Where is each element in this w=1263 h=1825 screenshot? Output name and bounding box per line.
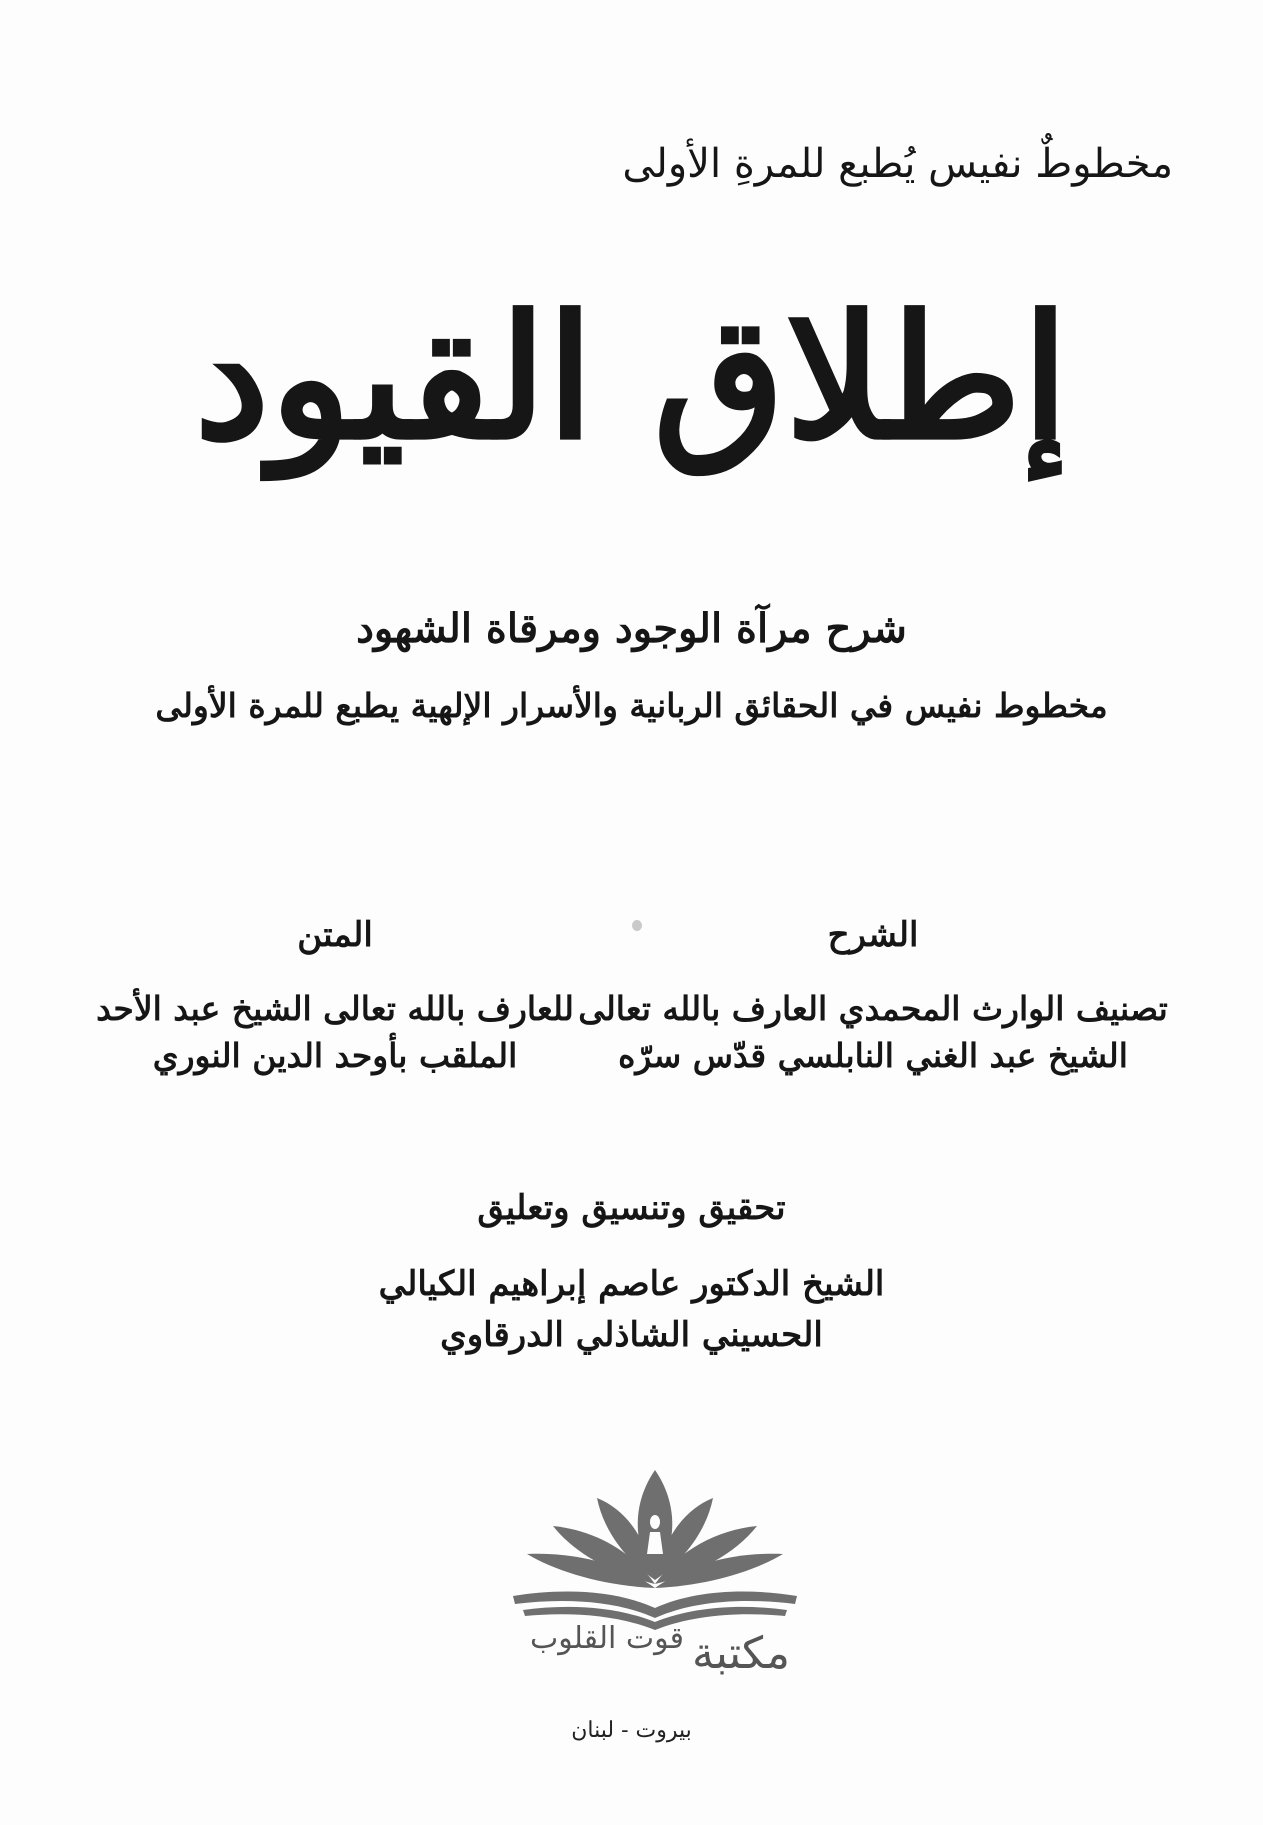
editor-block [0, 1188, 1263, 1361]
sharh-author-line: تصنيف الوارث المحمدي العارف بالله تعالى [578, 988, 1168, 1028]
top-note: مخطوطٌ نفيس يُطبع للمرةِ الأولى [622, 141, 1173, 187]
matn-heading: المتن [297, 915, 373, 955]
editor-name-line: الشيخ الدكتور عاصم إبراهيم الكيالي [378, 1263, 885, 1304]
publisher-name [520, 1600, 790, 1680]
book-title: إطلاق القيود [194, 278, 1069, 478]
editor-heading: تحقيق وتنسيق وتعليق [477, 1188, 786, 1228]
sharh-column [573, 915, 1173, 1080]
book-description: مخطوط نفيس في الحقائق الربانية والأسرار الإلهية يطبع للمرة الأولى [155, 686, 1108, 725]
publisher-name-part2: قوت القلوب [530, 1621, 684, 1656]
sharh-heading: الشرح [827, 915, 919, 955]
editor-name-line: الحسيني الشاذلي الدرقاوي [440, 1314, 823, 1355]
publisher-city: بيروت - لبنان [571, 1718, 692, 1743]
matn-column [95, 915, 575, 1080]
matn-author-line: للعارف بالله تعالى الشيخ عبد الأحد [96, 988, 574, 1028]
book-subtitle: شرح مرآة الوجود ومرقاة الشهود [356, 605, 907, 652]
publisher-name-part1: مكتبة [691, 1628, 790, 1679]
matn-author-line: الملقب بأوحد الدين النوري [152, 1035, 518, 1075]
sharh-author-line: الشيخ عبد الغني النابلسي قدّس سرّه [618, 1035, 1128, 1075]
